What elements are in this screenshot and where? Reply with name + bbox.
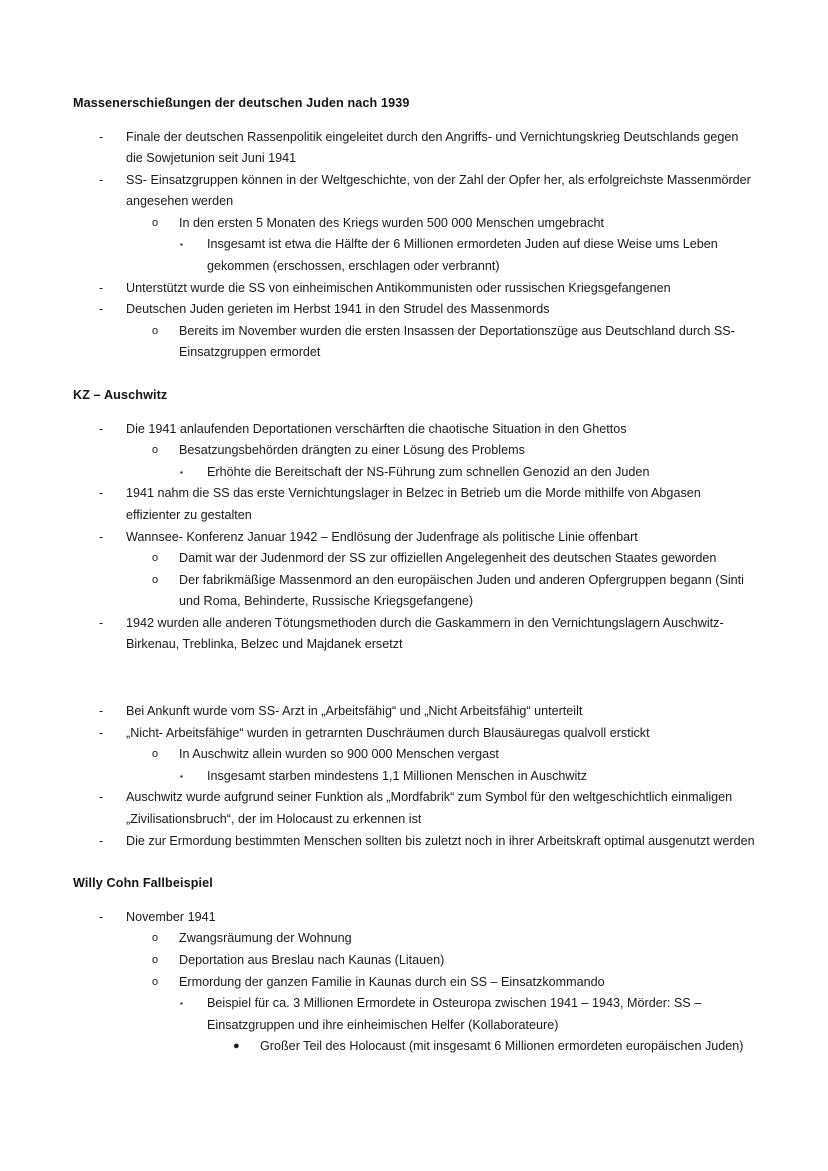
list-item-text: Erhöhte die Bereitschaft der NS-Führung zum schnellen Genozid an den Juden — [207, 464, 650, 479]
list-item-text: Zwangsräumung der Wohnung — [179, 931, 352, 946]
list-item-text: Bereits im November wurden die ersten Insassen der Deportationszüge aus Deutschland durch SS- Einsatzgruppen ermordet — [179, 323, 735, 360]
list-item-text: Besatzungsbehörden drängten zu einer Lösung des Problems — [179, 443, 525, 458]
bullet-marker-level-2-icon: o — [152, 324, 159, 337]
list-item-text: Damit war der Judenmord der SS zur offiziellen Angelegenheit des deutschen Staates geworden — [179, 551, 717, 566]
list-item-text: Finale der deutschen Rassenpolitik eingeleitet durch den Angriffs- und Vernichtungskrieg Deutschlands gegen die Sowjetunion seit Juni 1941 — [126, 129, 739, 166]
bullet-marker-level-3-icon: ▪ — [180, 240, 183, 250]
list-item — [99, 723, 756, 745]
bullet-marker-level-2-icon: o — [152, 444, 159, 457]
list-item-text: Deportation aus Breslau nach Kaunas (Litauen) — [179, 952, 445, 967]
list-item-text: Unterstützt wurde die SS von einheimischen Antikommunisten oder russischen Kriegsgefangenen — [126, 280, 671, 295]
list-item — [180, 993, 756, 1036]
list-item — [152, 744, 756, 766]
list-item — [180, 462, 756, 484]
bullet-marker-level-1-icon: - — [99, 529, 104, 544]
list-item — [152, 548, 756, 570]
bullet-list-level-2 — [73, 744, 756, 766]
bullet-marker-level-2-icon: o — [152, 932, 159, 945]
bullet-marker-level-1-icon: - — [99, 615, 104, 630]
section-spacer — [73, 852, 756, 873]
list-item — [152, 321, 756, 364]
list-item-text: 1941 nahm die SS das erste Vernichtungslager in Belzec in Betrieb um die Morde mithilfe von Abgasen effizienter zu gestalten — [126, 486, 701, 522]
bullet-marker-level-1-icon: - — [99, 833, 104, 848]
list-item — [99, 419, 756, 441]
section-heading: KZ – Auschwitz — [73, 388, 168, 403]
list-item-text: Großer Teil des Holocaust (mit insgesamt 6 Millionen ermordeten europäischen Juden) — [260, 1039, 744, 1054]
list-item — [99, 483, 756, 526]
list-item-text: Deutschen Juden gerieten im Herbst 1941 in den Strudel des Massenmords — [126, 302, 550, 317]
bullet-list-level-1 — [73, 787, 756, 852]
heading-gap — [73, 407, 756, 419]
list-item — [99, 831, 756, 853]
list-item — [99, 701, 756, 723]
list-item-text: November 1941 — [126, 909, 216, 924]
section-heading: Massenerschießungen der deutschen Juden nach 1939 — [73, 96, 410, 110]
list-item-text: SS- Einsatzgruppen können in der Weltgeschichte, von der Zahl der Opfer her, als erfolgreichste Massenmörder angesehen werden — [126, 172, 751, 209]
list-item-text: Auschwitz wurde aufgrund seiner Funktion als „Mordfabrik“ zum Symbol für den weltgeschichtlich einmaligen „Zivilisationsbruch“, der im Holocaust zu erkennen ist — [126, 790, 733, 827]
list-item — [233, 1036, 756, 1058]
bullet-list-level-3 — [73, 766, 756, 788]
bullet-marker-level-2-icon: o — [152, 573, 159, 586]
bullet-marker-level-2-icon: o — [152, 953, 159, 966]
list-item — [152, 972, 756, 994]
bullet-list-level-2 — [73, 213, 756, 235]
list-item — [152, 213, 756, 235]
list-item-text: „Nicht- Arbeitsfähige“ wurden in getrarnten Duschräumen durch Blausäuregas qualvoll erstickt — [126, 725, 650, 740]
bullet-list-level-4 — [73, 1036, 756, 1058]
bullet-marker-level-1-icon: - — [99, 129, 104, 144]
bullet-marker-level-1-icon: - — [99, 725, 104, 740]
list-item-text: In den ersten 5 Monaten des Kriegs wurden 500 000 Menschen umgebracht — [179, 215, 604, 230]
heading-gap — [73, 895, 756, 907]
bullet-list-level-2 — [73, 548, 756, 613]
document-body — [73, 93, 756, 1058]
bullet-marker-level-3-icon: ▪ — [180, 999, 183, 1009]
bullet-list-level-2 — [73, 440, 756, 462]
list-item-text: Insgesamt ist etwa die Hälfte der 6 Millionen ermordeten Juden auf diese Weise ums Leben gekommen (erschossen, erschlagen oder verbrannt) — [207, 237, 718, 274]
bullet-list-level-1 — [73, 613, 756, 656]
list-item-text: Insgesamt starben mindestens 1,1 Millionen Menschen in Auschwitz — [207, 768, 588, 783]
bullet-marker-level-1-icon: - — [99, 421, 104, 436]
bullet-list-level-1 — [73, 278, 756, 321]
bullet-list-level-1 — [73, 483, 756, 548]
bullet-marker-level-2-icon: o — [152, 748, 159, 761]
bullet-list-level-3 — [73, 993, 756, 1036]
bullet-marker-level-1-icon: - — [99, 280, 104, 295]
section-spacer — [73, 364, 756, 385]
list-item-text: Wannsee- Konferenz Januar 1942 – Endlösung der Judenfrage als politische Linie offenbart — [126, 529, 638, 544]
list-item — [180, 766, 756, 788]
list-item — [152, 440, 756, 462]
list-item-text: 1942 wurden alle anderen Tötungsmethoden durch die Gaskammern in den Vernichtungslagern Auschwitz- Birkenau, Treblinka, Belzec und Majdanek ersetzt — [126, 615, 724, 652]
list-item — [99, 299, 756, 321]
bullet-list-level-1 — [73, 127, 756, 213]
bullet-marker-level-1-icon: - — [99, 704, 104, 719]
bullet-marker-level-2-icon: o — [152, 216, 159, 229]
list-item — [99, 613, 756, 656]
list-item — [180, 234, 756, 277]
list-item-text: Der fabrikmäßige Massenmord an den europäischen Juden und anderen Opfergruppen begann (Sinti und Roma, Behinderte, Russische Kriegsgefangene) — [179, 572, 744, 609]
bullet-marker-level-1-icon: - — [99, 486, 104, 501]
bullet-marker-level-3-icon: ▪ — [180, 467, 183, 477]
list-item — [152, 928, 756, 950]
bullet-list-level-3 — [73, 462, 756, 484]
bullet-marker-level-1-icon: - — [99, 172, 104, 187]
section-spacer — [73, 656, 756, 701]
list-item-text: Beispiel für ca. 3 Millionen Ermordete in Osteuropa zwischen 1941 – 1943, Mörder: SS – Einsatzgruppen und ihre einheimischen Helfer (Kollaborateure) — [207, 996, 702, 1032]
section-heading: Willy Cohn Fallbeispiel — [73, 876, 213, 891]
list-item — [99, 787, 756, 830]
bullet-list-level-3 — [73, 234, 756, 277]
bullet-list-level-2 — [73, 321, 756, 364]
bullet-marker-level-4-icon: ● — [233, 1040, 240, 1053]
bullet-list-level-1 — [73, 701, 756, 744]
list-item-text: Die 1941 anlaufenden Deportationen verschärften die chaotische Situation in den Ghettos — [126, 421, 627, 436]
bullet-list-level-2 — [73, 928, 756, 993]
bullet-marker-level-1-icon: - — [99, 790, 104, 805]
list-item — [99, 278, 756, 300]
list-item — [99, 170, 756, 213]
list-item-text: Bei Ankunft wurde vom SS- Arzt in „Arbeitsfähig“ und „Nicht Arbeitsfähig“ unterteilt — [126, 704, 583, 719]
list-item-text: In Auschwitz allein wurden so 900 000 Menschen vergast — [179, 747, 499, 762]
list-item — [99, 527, 756, 549]
list-item-text: Ermordung der ganzen Familie in Kaunas durch ein SS – Einsatzkommando — [179, 974, 605, 989]
bullet-marker-level-1-icon: - — [99, 909, 104, 924]
list-item — [152, 570, 756, 613]
bullet-marker-level-2-icon: o — [152, 975, 159, 988]
list-item-text: Die zur Ermordung bestimmten Menschen sollten bis zuletzt noch in ihrer Arbeitskraft optimal ausgenutzt werden — [126, 833, 755, 848]
list-item — [152, 950, 756, 972]
bullet-marker-level-3-icon: ▪ — [180, 771, 183, 781]
list-item — [99, 127, 756, 170]
bullet-marker-level-2-icon: o — [152, 552, 159, 565]
list-item — [99, 907, 756, 929]
bullet-list-level-1 — [73, 419, 756, 441]
heading-gap — [73, 115, 756, 127]
bullet-marker-level-1-icon: - — [99, 302, 104, 317]
bullet-list-level-1 — [73, 907, 756, 929]
